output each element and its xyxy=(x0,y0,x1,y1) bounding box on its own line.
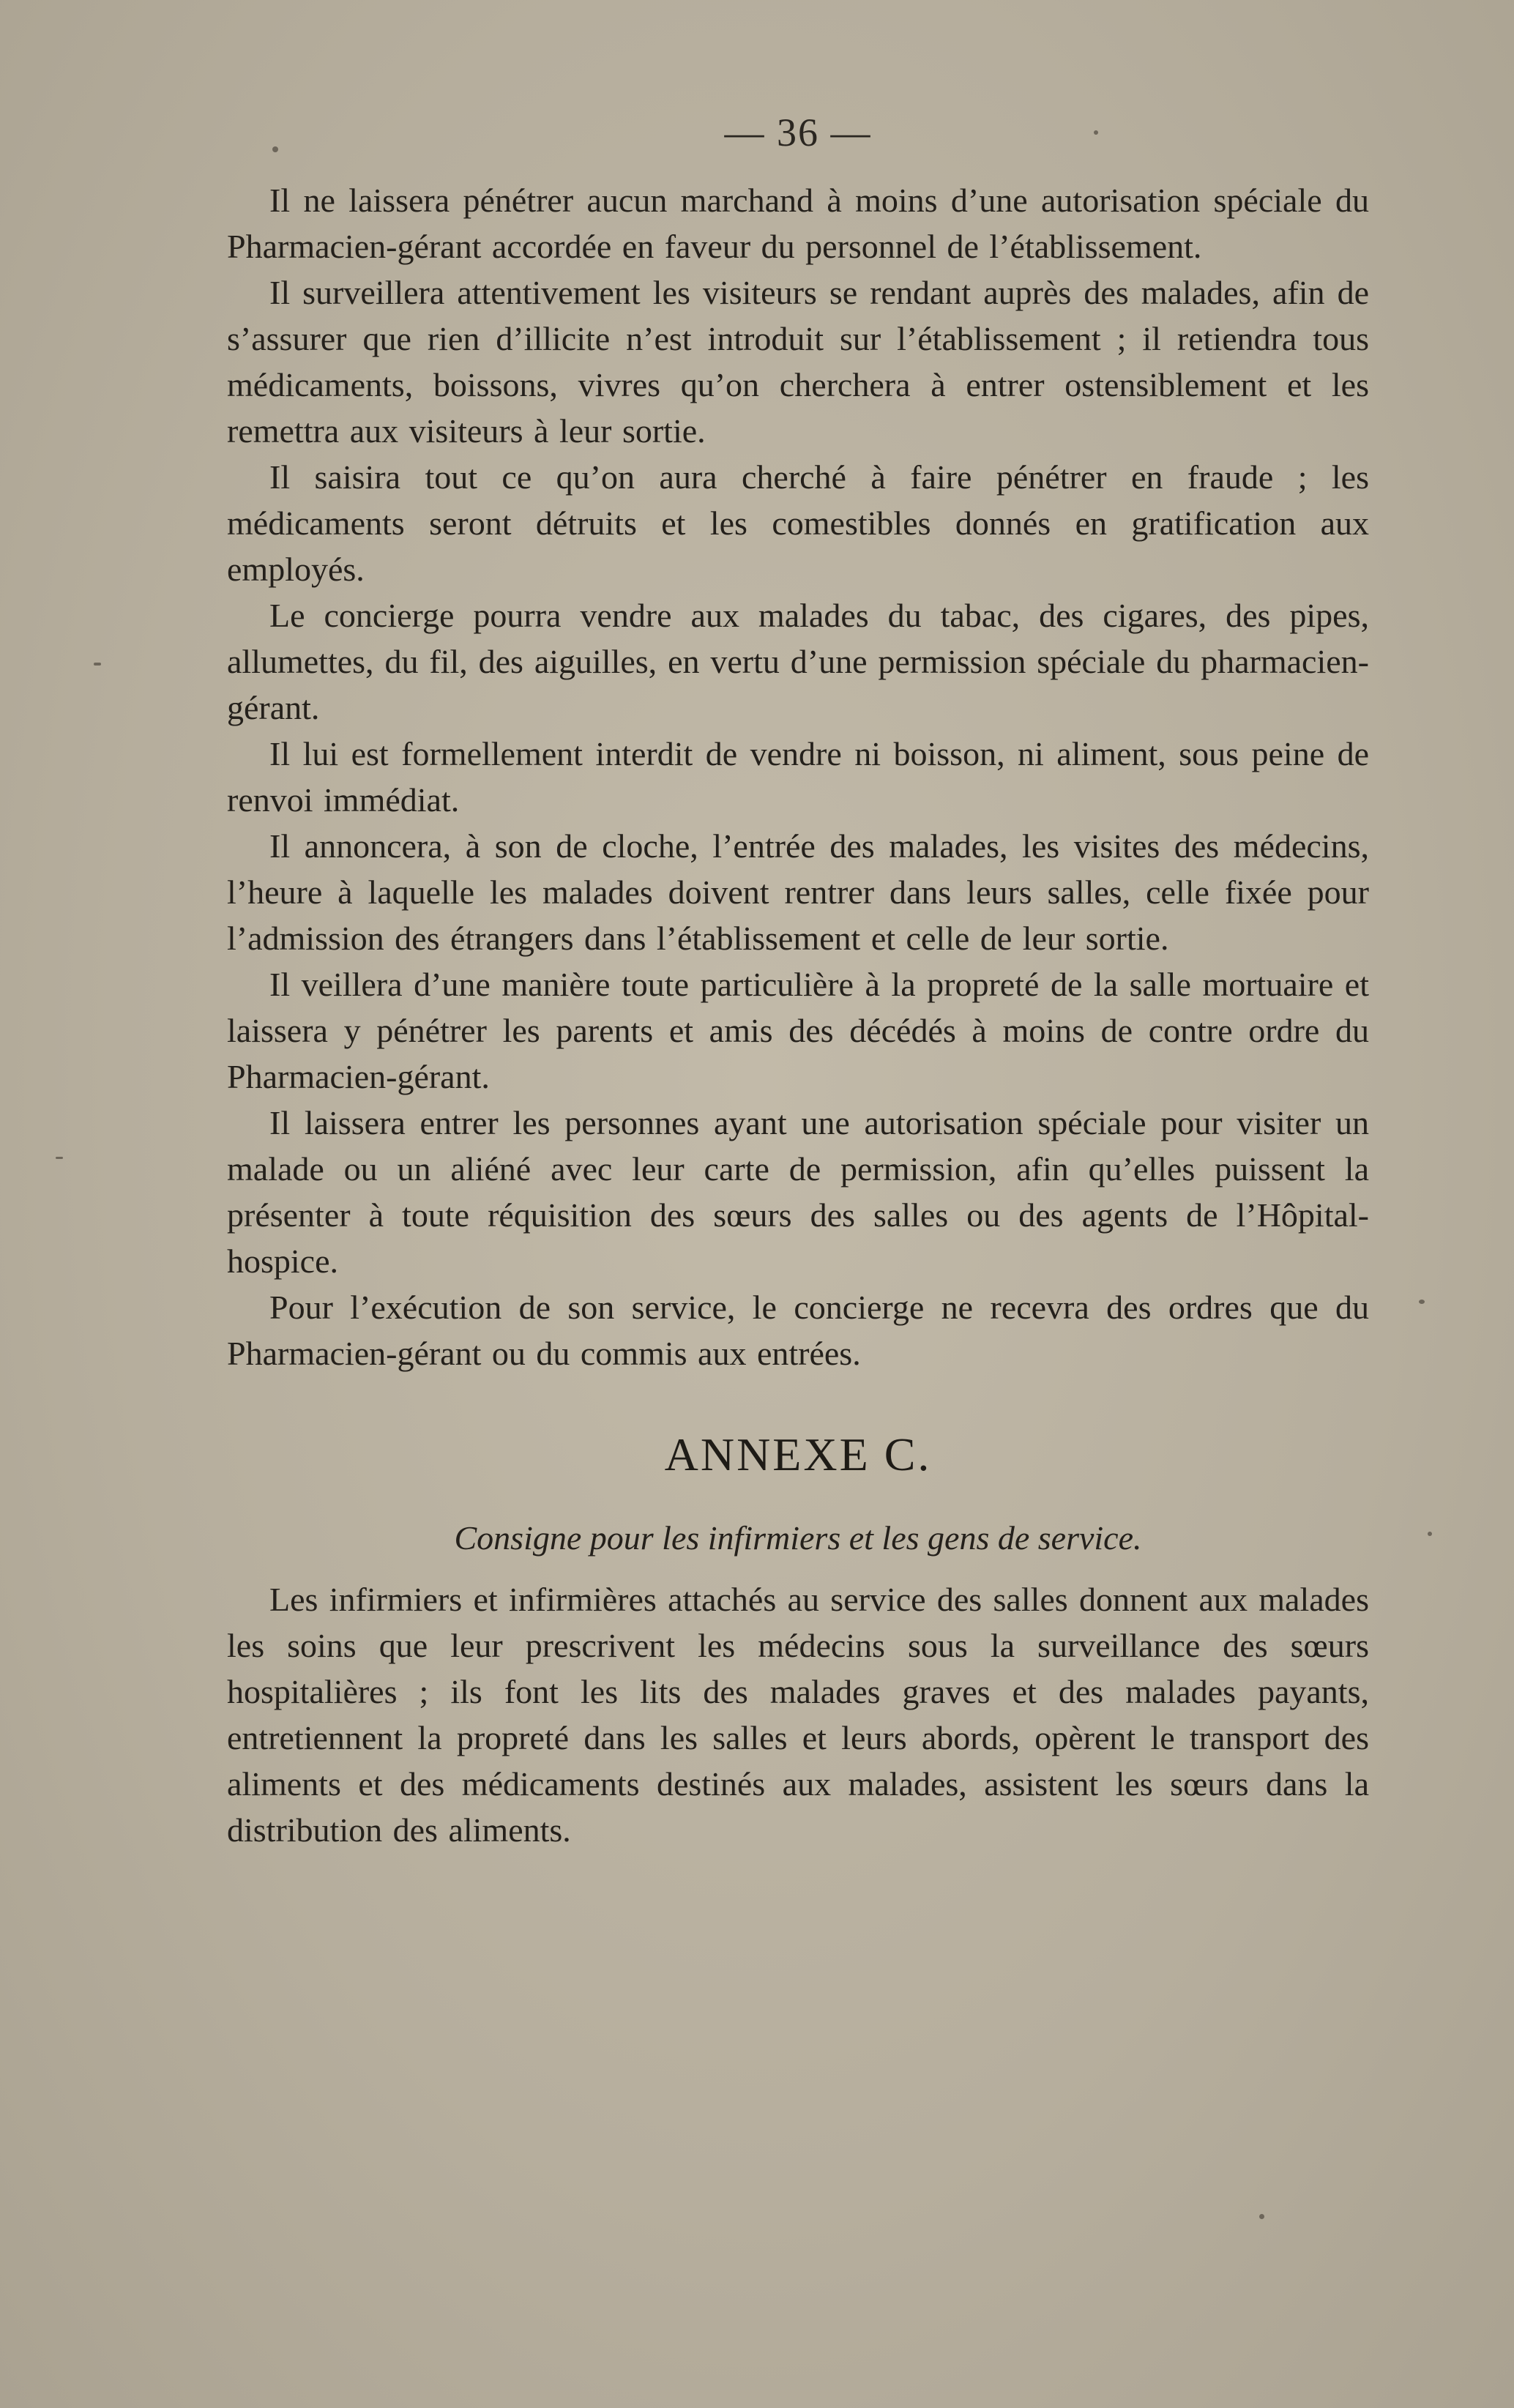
paragraph: Il veillera d’une manière toute particulière à la propreté de la salle mortuaire et laissera y pénétrer les parents et amis des décédés à moins de contre ordre du Pharmacien-gérant. xyxy=(227,966,1369,1095)
paragraph: Il lui est formellement interdit de vendre ni boisson, ni aliment, sous peine de renvoi immédiat. xyxy=(227,735,1369,819)
paper-speck xyxy=(94,663,101,666)
annex-title: ANNEXE C. xyxy=(664,1428,932,1480)
paragraph: Il annoncera, à son de cloche, l’entrée des malades, les visites des médecins, l’heure à laquelle les malades doivent rentrer dans leurs salles, celle fixée pour l’admission des étrangers dans l’établissement et celle de leur sortie. xyxy=(227,827,1369,957)
paper-speck xyxy=(1094,130,1098,135)
paragraph: Il saisira tout ce qu’on aura cherché à faire pénétrer en fraude ; les médicaments seront détruits et les comestibles donnés en gratification aux employés. xyxy=(227,458,1369,588)
paper-speck xyxy=(56,1157,63,1159)
paper-speck xyxy=(272,146,278,152)
body-text-top xyxy=(227,177,1369,1376)
paragraph: Le concierge pourra vendre aux malades du tabac, des cigares, des pipes, allumettes, du fil, des aiguilles, en vertu d’une permission spéciale du pharmacien-gérant. xyxy=(227,597,1369,726)
paragraph: Il surveillera attentivement les visiteurs se rendant auprès des malades, afin de s’assurer que rien d’illicite n’est introduit sur l’établissement ; il retiendra tous médicaments, boissons, vivres qu’on cherchera à entrer ostensiblement et les remettra aux visiteurs à leur sortie. xyxy=(227,274,1369,450)
page-number: — 36 — xyxy=(724,111,872,154)
paper-speck xyxy=(1428,1532,1432,1536)
paragraph: Les infirmiers et infirmières attachés au service des salles donnent aux malades les soins que leur prescrivent les médecins sous la surveillance des sœurs hospitalières ; ils font les lits des malades graves et des malades payants, entretiennent la propreté dans les salles et leurs abords, opèrent le transport des aliments et des médicaments destinés aux malades, assistent les sœurs dans la distribution des aliments. xyxy=(227,1581,1369,1849)
paragraph: Pour l’exécution de son service, le concierge ne recevra des ordres que du Pharmacien-gérant ou du commis aux entrées. xyxy=(227,1289,1369,1372)
body-text-annex xyxy=(227,1576,1369,1853)
annex-subtitle: Consigne pour les infirmiers et les gens de service. xyxy=(454,1519,1142,1557)
paper-speck xyxy=(1419,1300,1425,1304)
document-page xyxy=(227,110,1369,1853)
paragraph: Il ne laissera pénétrer aucun marchand à moins d’une autorisation spéciale du Pharmacien-gérant accordée en faveur du personnel de l’établissement. xyxy=(227,182,1369,265)
paper-speck xyxy=(1259,2214,1264,2219)
paragraph: Il laissera entrer les personnes ayant une autorisation spéciale pour visiter un malade ou un aliéné avec leur carte de permission, afin qu’elles puissent la présenter à toute réquisition des sœurs des salles ou des agents de l’Hôpital-hospice. xyxy=(227,1104,1369,1280)
